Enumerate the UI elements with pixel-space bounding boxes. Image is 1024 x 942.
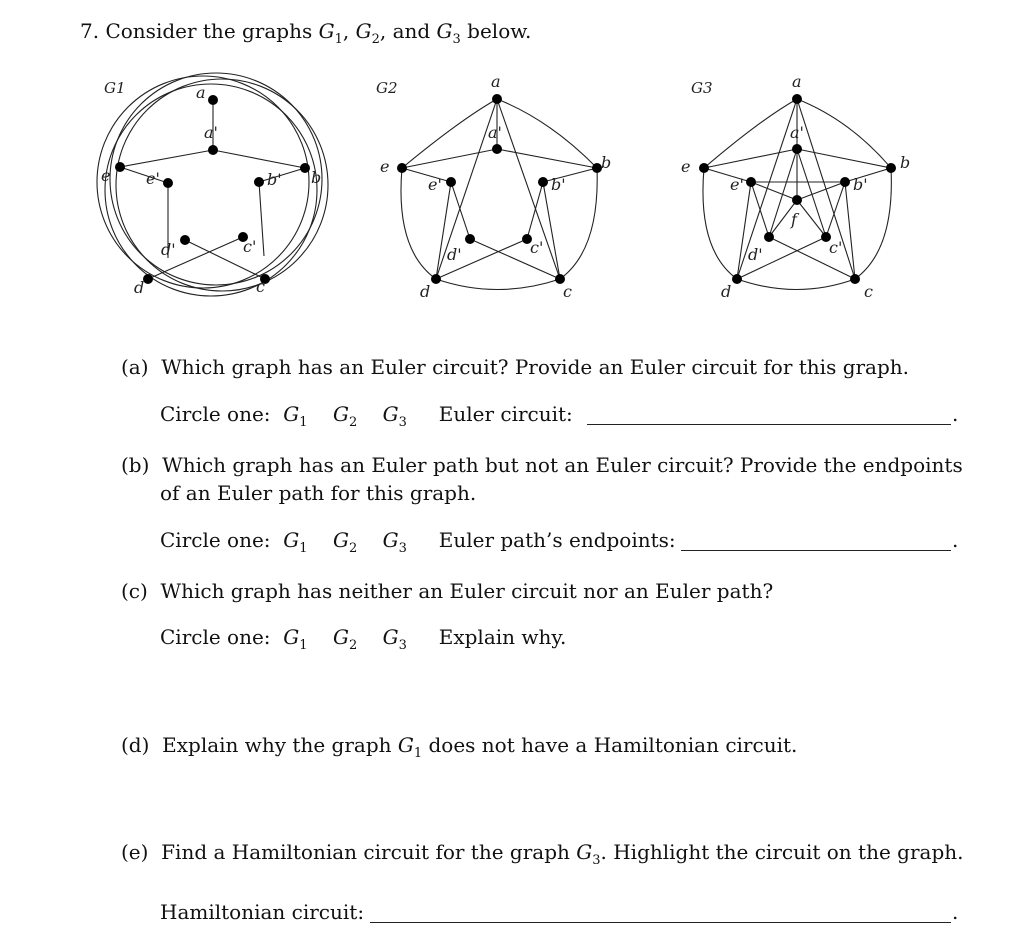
label-c: c bbox=[864, 282, 873, 301]
g1-edge bbox=[259, 168, 305, 182]
label-a: a bbox=[196, 83, 206, 102]
label-a: a bbox=[792, 72, 802, 91]
label-e: e bbox=[681, 157, 691, 176]
label-a-prime: a' bbox=[488, 123, 502, 142]
choice-g1[interactable]: $G_1$ bbox=[283, 625, 308, 653]
vertex-d bbox=[431, 274, 441, 284]
choice-g3[interactable]: $G_3$ bbox=[382, 625, 407, 653]
vertex-b-prime bbox=[840, 177, 850, 187]
graph-ref-g2: $G_2$ bbox=[355, 19, 380, 47]
vertex-d-prime bbox=[465, 234, 475, 244]
label-c: c bbox=[256, 277, 265, 296]
part-d-question: (d) Explain why the graph $G_1$ does not have a Hamiltonian circuit. bbox=[121, 733, 798, 761]
g3-edge bbox=[737, 182, 751, 279]
vertex-e bbox=[699, 163, 709, 173]
problem-heading: 7. Consider the graphs $G_1$, $G_2$, and $G_3$ below. bbox=[80, 19, 532, 47]
vertex-d-prime bbox=[180, 235, 190, 245]
part-e-question: (e) Find a Hamiltonian circuit for the graph $G_3$. Highlight the circuit on the graph. bbox=[121, 840, 964, 868]
label-c-prime: c' bbox=[243, 237, 257, 256]
label-e-prime: e' bbox=[730, 175, 744, 194]
vertex-a-prime bbox=[208, 145, 218, 155]
label-a-prime: a' bbox=[790, 123, 804, 142]
g2-edge bbox=[436, 279, 560, 290]
part-a-question: (a) Which graph has an Euler circuit? Provide an Euler circuit for this graph. bbox=[121, 355, 910, 379]
label-d: d bbox=[721, 282, 732, 301]
g1-label: G1 bbox=[104, 79, 126, 97]
problem-intro: Consider the graphs bbox=[105, 19, 313, 43]
choice-g2[interactable]: $G_2$ bbox=[332, 528, 358, 556]
vertex-e-prime bbox=[446, 177, 456, 187]
graph-ref-g3: $G_3$ bbox=[576, 840, 601, 868]
g3-edge bbox=[737, 99, 797, 279]
graph-g3 bbox=[681, 72, 910, 301]
g3-label: G3 bbox=[691, 79, 713, 97]
label-c-prime: c' bbox=[530, 238, 544, 257]
label-f: f bbox=[791, 210, 797, 229]
label-e-prime: e' bbox=[146, 169, 160, 188]
part-c-question: (c) Which graph has neither an Euler circuit nor an Euler path? bbox=[121, 579, 774, 603]
vertex-e-prime bbox=[163, 178, 173, 188]
label-d-prime: d' bbox=[161, 240, 176, 259]
g3-edge bbox=[704, 168, 751, 182]
label-b: b bbox=[900, 153, 911, 172]
vertex-f bbox=[792, 195, 802, 205]
vertex-b-prime bbox=[538, 177, 548, 187]
g2-edge bbox=[497, 99, 597, 168]
choice-g3[interactable]: $G_3$ bbox=[382, 528, 407, 556]
label-e: e bbox=[101, 166, 111, 185]
graph-ref-g1: $G_1$ bbox=[318, 19, 343, 47]
vertex-d-prime bbox=[764, 232, 774, 242]
vertex-a bbox=[208, 95, 218, 105]
label-d: d bbox=[420, 282, 431, 301]
choice-g1[interactable]: $G_1$ bbox=[283, 402, 308, 430]
label-d-prime: d' bbox=[447, 245, 462, 264]
vertex-a bbox=[492, 94, 502, 104]
vertex-a-prime bbox=[492, 144, 502, 154]
hamiltonian-circuit-answer-line[interactable] bbox=[370, 922, 951, 923]
label-b: b bbox=[601, 153, 612, 172]
label-c: c bbox=[563, 282, 572, 301]
label-d: d bbox=[134, 278, 145, 297]
part-a-choices: Circle one: $G_1$ $G_2$ $G_3$ Euler circuit: bbox=[160, 402, 573, 430]
vertex-d bbox=[732, 274, 742, 284]
g3-edge bbox=[797, 149, 826, 237]
g3-edge bbox=[797, 182, 845, 200]
label-a-prime: a' bbox=[204, 123, 218, 142]
euler-path-endpoints-answer-line[interactable] bbox=[681, 550, 951, 551]
label-e-prime: e' bbox=[428, 175, 442, 194]
graph-g1 bbox=[97, 73, 328, 297]
g3-edge bbox=[845, 168, 891, 182]
choice-g3[interactable]: $G_3$ bbox=[382, 402, 407, 430]
g2-edge bbox=[543, 182, 560, 279]
choice-g1[interactable]: $G_1$ bbox=[283, 528, 308, 556]
period: . bbox=[952, 528, 959, 552]
g1-edge bbox=[120, 167, 168, 183]
vertex-b bbox=[886, 163, 896, 173]
g3-edge bbox=[797, 200, 826, 237]
g1-edge bbox=[259, 182, 264, 256]
graph-g2 bbox=[376, 72, 611, 301]
period: . bbox=[952, 900, 959, 924]
graph-ref-g3: $G_3$ bbox=[436, 19, 461, 47]
hamiltonian-label: Hamiltonian circuit: bbox=[160, 900, 365, 924]
euler-circuit-answer-line[interactable] bbox=[587, 424, 951, 425]
choice-g2[interactable]: $G_2$ bbox=[332, 402, 358, 430]
part-c-choices: Circle one: $G_1$ $G_2$ $G_3$ Explain why. bbox=[160, 625, 567, 653]
period: . bbox=[952, 402, 959, 426]
g2-edge bbox=[402, 99, 497, 168]
choice-g2[interactable]: $G_2$ bbox=[332, 625, 358, 653]
vertex-b-prime bbox=[254, 177, 264, 187]
g3-edge bbox=[797, 99, 891, 168]
g2-edge bbox=[470, 239, 560, 279]
label-b-prime: b' bbox=[551, 175, 566, 194]
label-d-prime: d' bbox=[748, 245, 763, 264]
g3-edge bbox=[737, 279, 855, 290]
g2-edge bbox=[436, 182, 451, 279]
graphs-figure bbox=[0, 0, 1024, 320]
g3-edge bbox=[751, 182, 797, 200]
vertex-d bbox=[143, 274, 153, 284]
vertex-a bbox=[792, 94, 802, 104]
vertex-e bbox=[397, 163, 407, 173]
g2-edge bbox=[402, 168, 451, 182]
label-a: a bbox=[491, 72, 501, 91]
vertex-b bbox=[300, 163, 310, 173]
vertex-e bbox=[115, 162, 125, 172]
vertex-e-prime bbox=[746, 177, 756, 187]
label-b: b bbox=[311, 168, 322, 187]
g1-circle bbox=[110, 73, 322, 285]
graph-ref-g1: $G_1$ bbox=[397, 733, 423, 761]
part-b-question: (b) Which graph has an Euler path but not an Euler circuit? Provide the endpoints bbox=[121, 453, 963, 477]
label-b-prime: b' bbox=[267, 170, 282, 189]
g2-edge bbox=[451, 182, 470, 239]
label-b-prime: b' bbox=[853, 175, 868, 194]
vertex-a-prime bbox=[792, 144, 802, 154]
vertex-c bbox=[850, 274, 860, 284]
g3-edge bbox=[826, 182, 845, 237]
part-b-question-cont: of an Euler path for this graph. bbox=[160, 481, 477, 505]
part-b-choices: Circle one: $G_1$ $G_2$ $G_3$ Euler path’s endpoints: bbox=[160, 528, 676, 556]
label-c-prime: c' bbox=[829, 238, 843, 257]
g2-label: G2 bbox=[376, 79, 398, 97]
problem-number: 7. bbox=[80, 19, 100, 43]
g3-edge bbox=[704, 99, 797, 168]
label-e: e bbox=[380, 157, 390, 176]
